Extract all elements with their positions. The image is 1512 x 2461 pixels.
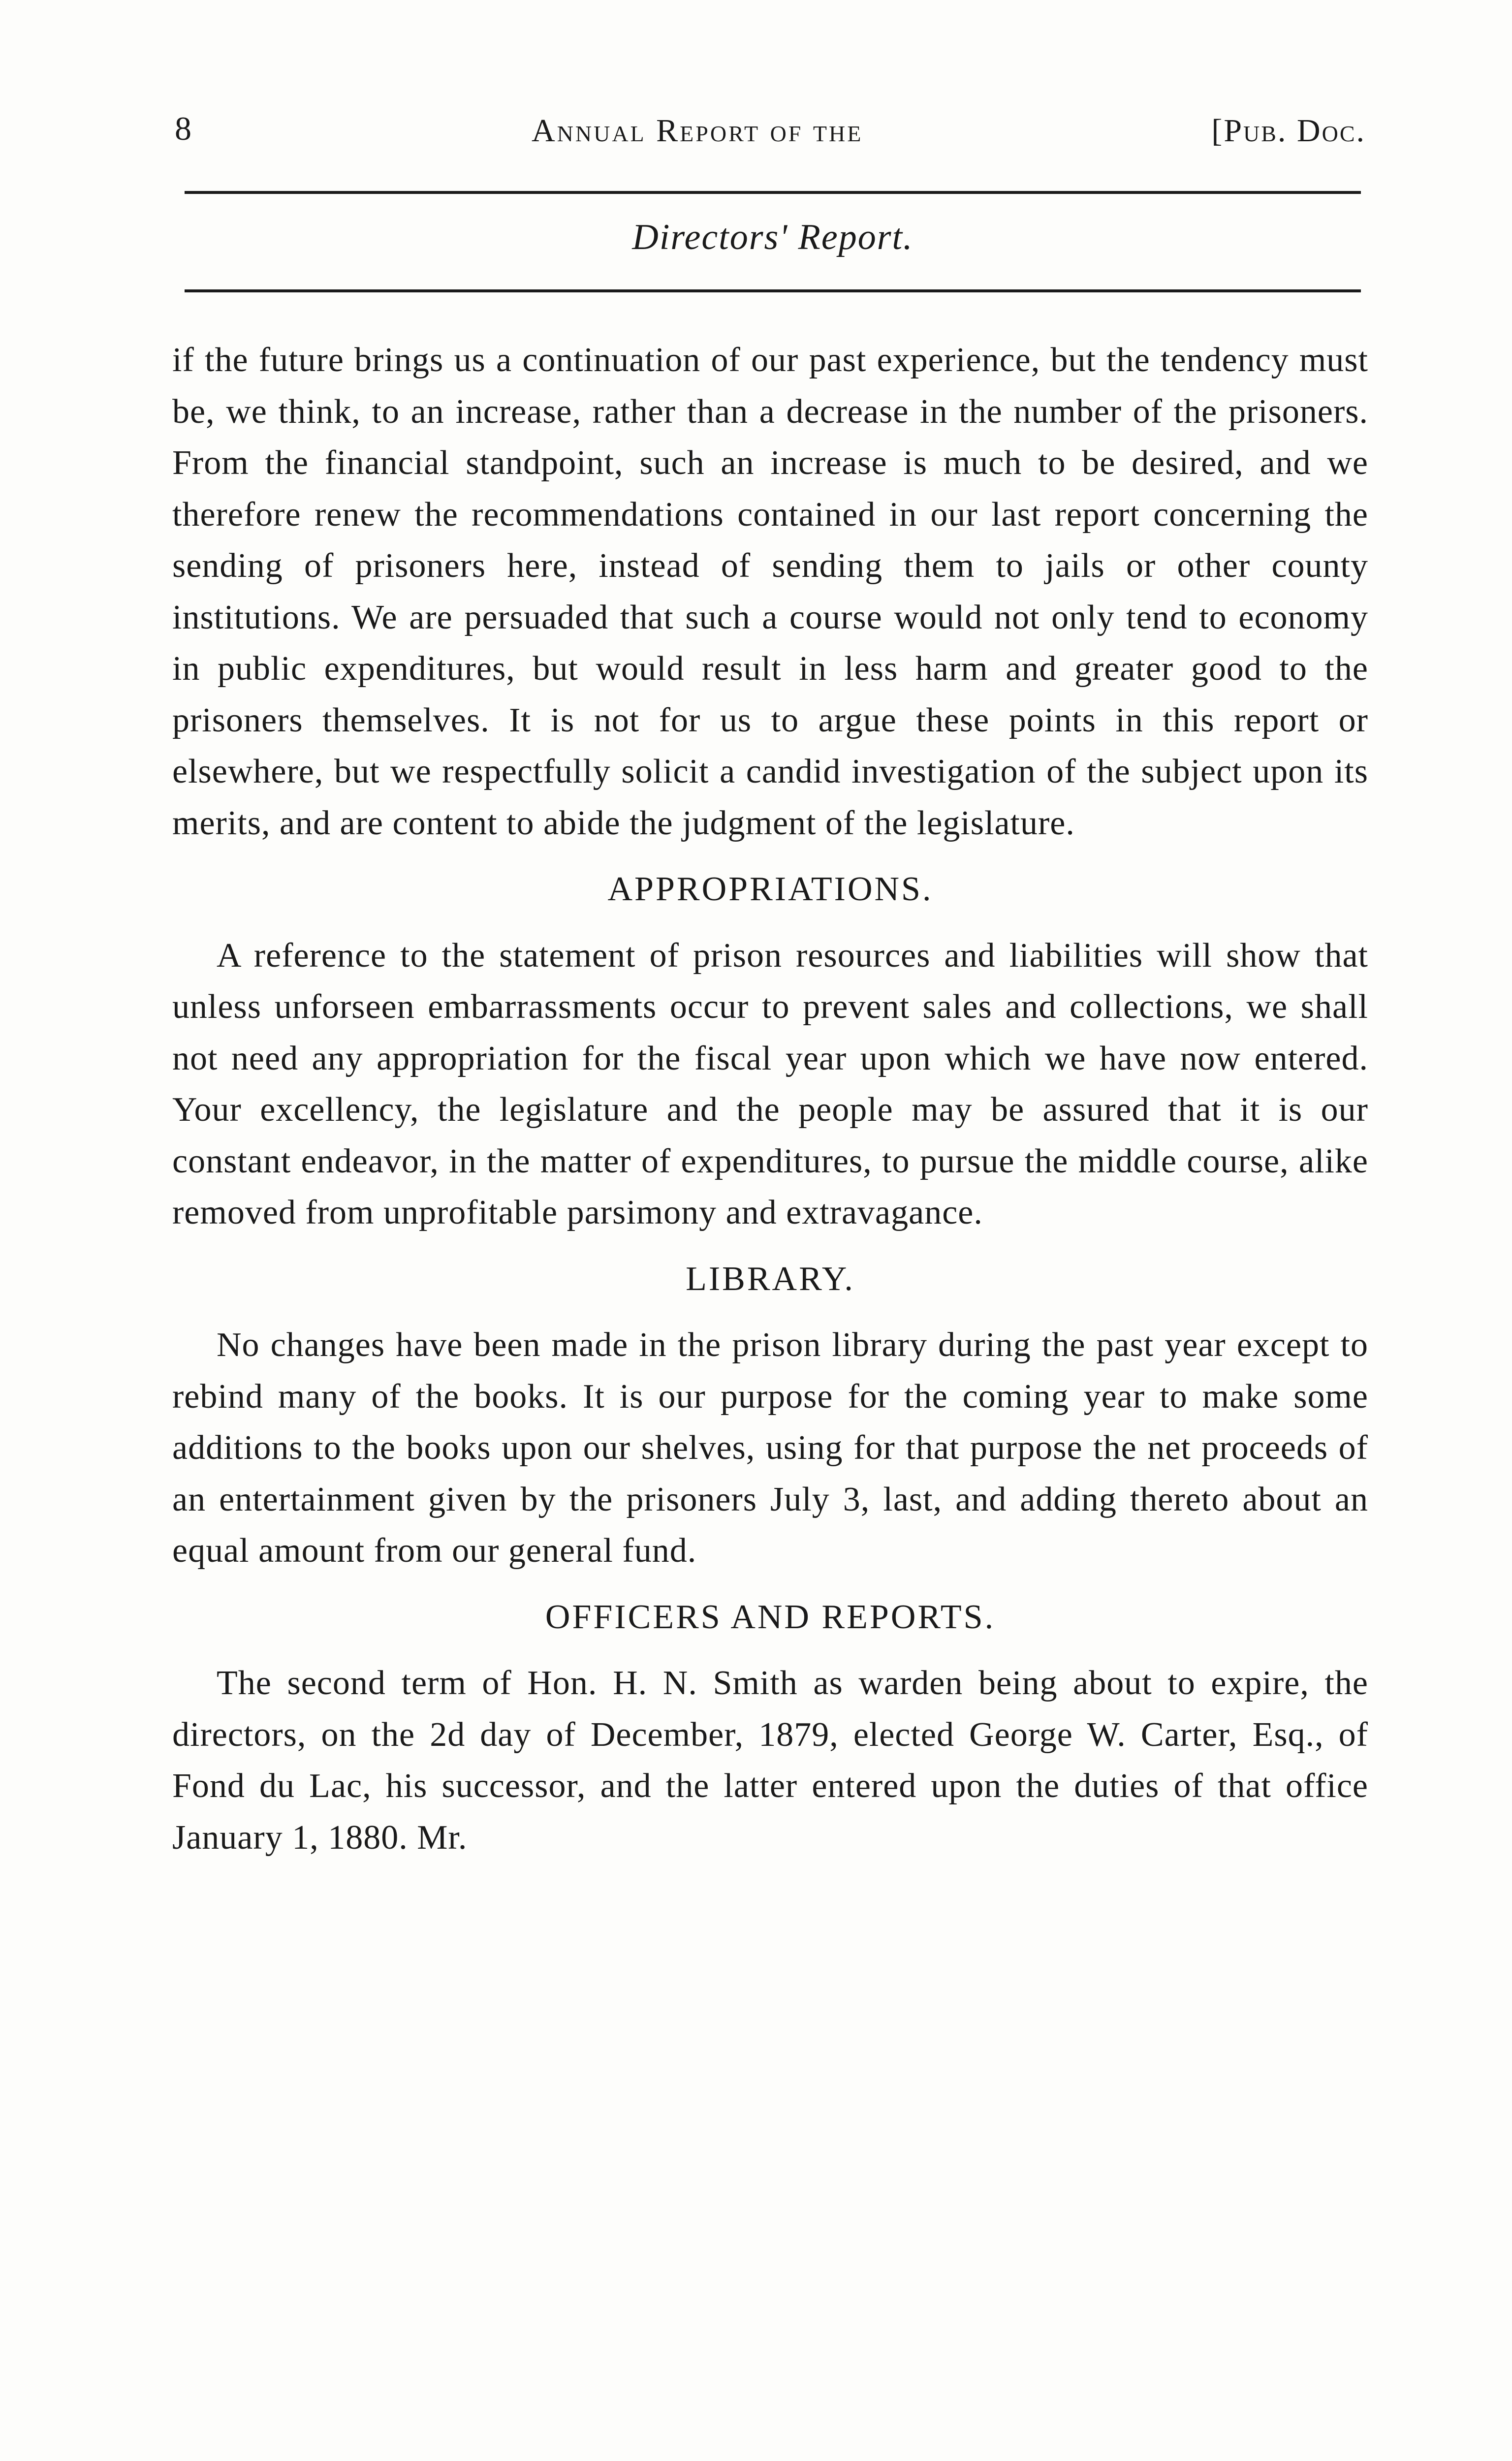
spacer: [172, 1643, 1368, 1658]
paragraph-library: No changes have been made in the prison library during the past year except to rebind many of the books. It is our purpose for the coming year to make some additions to the books upon our shelves, using for that purpose the net proceeds of an entertainment given by the prisoners July 3, last, and adding thereto about an equal amount from our general fund.: [172, 1326, 1368, 1570]
page-header: [175, 109, 1366, 154]
header-rule-top: [185, 191, 1361, 194]
spacer: [172, 915, 1368, 930]
spacer: [172, 1239, 1368, 1254]
paragraph-appropriations: A reference to the statement of prison resources and liabilities will show that unless unforseen embarrassments occur to prevent sales and collections, we shall not need any appropriation for the fiscal year upon which we have now entered. Your excellency, the legislature and the people may be assured that it is our constant endeavor, in the matter of expenditures, to pursue the middle course, alike removed from unprofitable parsimony and extravagance.: [172, 936, 1368, 1231]
running-title: Annual Report of the: [532, 113, 863, 149]
spacer: [172, 849, 1368, 864]
heading-library: LIBRARY.: [686, 1260, 855, 1298]
heading-appropriations: APPROPRIATIONS.: [607, 870, 933, 908]
spacer: [172, 1577, 1368, 1592]
page-number: 8: [175, 110, 192, 147]
section-title: Directors' Report.: [632, 217, 914, 257]
heading-officers-and-reports: OFFICERS AND REPORTS.: [545, 1598, 996, 1636]
paragraph-continuation: if the future brings us a continuation of our past experience, but the tendency must be, we think, to an increase, rather than a decrease in the number of the prisoners. From the financial standpoint, such an increase is much to be desired, and we therefore renew the recommendations contained in our last report concerning the sending of prisoners here, instead of sending them to jails or other county institutions. We are persuaded that such a course would not only tend to economy in public expenditures, but would result in less harm and greater good to the prisoners themselves. It is not for us to argue these points in this report or elsewhere, but we respectfully solicit a candid investigation of the subject upon its merits, and are content to abide the judgment of the legislature.: [172, 341, 1368, 842]
spacer: [172, 1305, 1368, 1320]
document-tag: [Pub. Doc.: [1211, 113, 1366, 149]
body-text: [172, 335, 1368, 1863]
paragraph-officers: The second term of Hon. H. N. Smith as warden being about to expire, the directors, on the 2d day of December, 1879, elected George W. Carter, Esq., of Fond du Lac, his successor, and the latter entered upon the duties of that office January 1, 1880. Mr.: [172, 1664, 1368, 1857]
header-rule-bottom: [185, 289, 1361, 292]
